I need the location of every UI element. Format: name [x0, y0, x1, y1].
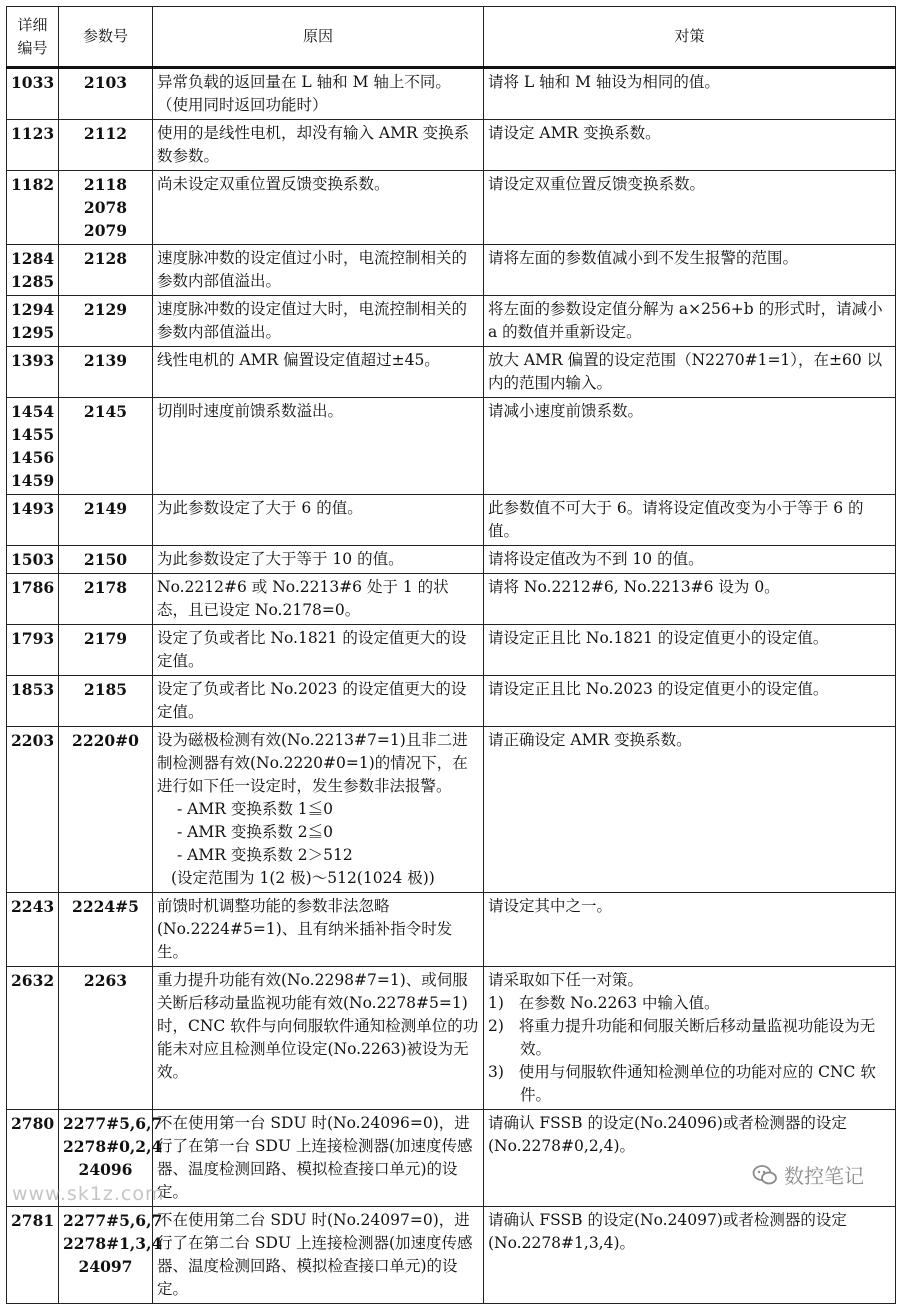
- table-row: [7, 1207, 896, 1304]
- table-row: [7, 245, 896, 296]
- table-row: [7, 574, 896, 625]
- parameter-number: 2128: [59, 245, 153, 296]
- cause-cell: 为此参数设定了大于等于 10 的值。: [153, 546, 484, 574]
- table-row: [7, 347, 896, 398]
- cause-item: - AMR 变换系数 1≦0: [177, 800, 333, 818]
- parameter-number: 2145: [59, 398, 153, 495]
- table-header-row: [7, 7, 896, 68]
- detail-number: 1853: [7, 676, 59, 727]
- measure-cell: 此参数值不可大于 6。请将设定值改变为小于等于 6 的值。: [484, 495, 896, 546]
- measure-cell: 请设定正且比 No.1821 的设定值更小的设定值。: [484, 625, 896, 676]
- table-row: [7, 546, 896, 574]
- cause-cell: 重力提升功能有效(No.2298#7=1)、或伺服关断后移动量监视功能有效(No.2278#5=1)时，CNC 软件与向伺服软件通知检测单位的功能未对应且检测单位设定(No.2263)被设为无效。: [153, 967, 484, 1110]
- cause-cell: 不在使用第二台 SDU 时(No.24097=0)，进行了在第二台 SDU 上连接检测器(加速度传感器、温度检测回路、模拟检查接口单元)的设定。: [153, 1207, 484, 1304]
- parameter-number: 2129: [59, 296, 153, 347]
- brand-watermark: [752, 1160, 864, 1189]
- cause-cell: 设定了负或者比 No.2023 的设定值更大的设定值。: [153, 676, 484, 727]
- table-row: [7, 625, 896, 676]
- cause-cell: [153, 727, 484, 893]
- cause-note: (设定范围为 1(2 极)～512(1024 极)): [171, 869, 435, 887]
- brand-watermark-text: 数控笔记: [784, 1164, 864, 1188]
- detail-number: 1393: [7, 347, 59, 398]
- table-body-complex: [7, 727, 896, 1304]
- cause-cell: 速度脉冲数的设定值过小时，电流控制相关的参数内部值溢出。: [153, 245, 484, 296]
- cause-cell: 设定了负或者比 No.1821 的设定值更大的设定值。: [153, 625, 484, 676]
- detail-number: 2632: [7, 967, 59, 1110]
- parameter-number: 2149: [59, 495, 153, 546]
- detail-number: 2203: [7, 727, 59, 893]
- measure-cell: 请设定其中之一。: [484, 893, 896, 967]
- table-row: [7, 893, 896, 967]
- header-parameter-number: 参数号: [59, 7, 153, 68]
- parameter-number: 2224#5: [59, 893, 153, 967]
- cause-cell: 前馈时机调整功能的参数非法忽略(No.2224#5=1)、且有纳米插补指令时发生。: [153, 893, 484, 967]
- detail-number: 1793: [7, 625, 59, 676]
- parameter-number: 2263: [59, 967, 153, 1110]
- measure-cell: 请正确设定 AMR 变换系数。: [484, 727, 896, 893]
- measure-intro: 请采取如下任一对策。: [488, 971, 644, 989]
- table-row: [7, 676, 896, 727]
- header-countermeasure: 对策: [484, 7, 896, 68]
- cause-cell: No.2212#6 或 No.2213#6 处于 1 的状态，且已设定 No.2178=0。: [153, 574, 484, 625]
- measure-cell: 将左面的参数设定值分解为 a×256+b 的形式时，请减小 a 的数值并重新设定。: [484, 296, 896, 347]
- cause-cell: 为此参数设定了大于 6 的值。: [153, 495, 484, 546]
- detail-number: 1182: [7, 171, 59, 245]
- measure-cell: 请设定双重位置反馈变换系数。: [484, 171, 896, 245]
- measure-cell: 请将设定值改为不到 10 的值。: [484, 546, 896, 574]
- measure-item: 1) 在参数 No.2263 中输入值。: [488, 994, 720, 1012]
- detail-number: 1786: [7, 574, 59, 625]
- cause-cell: 尚未设定双重位置反馈变换系数。: [153, 171, 484, 245]
- measure-cell: 请设定 AMR 变换系数。: [484, 120, 896, 171]
- cause-cell: 线性电机的 AMR 偏置设定值超过±45。: [153, 347, 484, 398]
- measure-item: 2) 将重力提升功能和伺服关断后移动量监视功能设为无效。: [488, 1017, 876, 1058]
- parameter-number: 2112: [59, 120, 153, 171]
- measure-cell: 放大 AMR 偏置的设定范围（N2270#1=1），在±60 以内的范围内输入。: [484, 347, 896, 398]
- measure-cell: 请减小速度前馈系数。: [484, 398, 896, 495]
- chat-bubbles-icon: [752, 1164, 778, 1186]
- parameter-number: 2178: [59, 574, 153, 625]
- parameter-number: 2185: [59, 676, 153, 727]
- alarm-table: [6, 6, 896, 1304]
- table-row: [7, 120, 896, 171]
- parameter-number: 2150: [59, 546, 153, 574]
- parameter-number: 2118 2078 2079: [59, 171, 153, 245]
- detail-number: 2781: [7, 1207, 59, 1304]
- table-row: [7, 727, 896, 893]
- cause-text: 设为磁极检测有效(No.2213#7=1)且非二进制检测器有效(No.2220#0=1)的情况下，在进行如下任一设定时，发生参数非法报警。: [157, 731, 468, 795]
- detail-number: 1284 1285: [7, 245, 59, 296]
- measure-cell: [484, 967, 896, 1110]
- detail-number: 2780: [7, 1110, 59, 1207]
- measure-item: 3) 使用与伺服软件通知检测单位的功能对应的 CNC 软件。: [488, 1063, 876, 1104]
- measure-cell: 请确认 FSSB 的设定(No.24097)或者检测器的设定(No.2278#1,3,4)。: [484, 1207, 896, 1304]
- cause-cell: 切削时速度前馈系数溢出。: [153, 398, 484, 495]
- detail-number: 1493: [7, 495, 59, 546]
- parameter-number: 2220#0: [59, 727, 153, 893]
- parameter-number: 2277#5,6,7 2278#0,2,4 24096: [59, 1110, 153, 1207]
- measure-cell: 请将左面的参数值减小到不发生报警的范围。: [484, 245, 896, 296]
- detail-number: 2243: [7, 893, 59, 967]
- table-body: [7, 68, 896, 727]
- table-row: [7, 495, 896, 546]
- cause-cell: 速度脉冲数的设定值过大时，电流控制相关的参数内部值溢出。: [153, 296, 484, 347]
- cause-cell: 异常负载的返回量在 L 轴和 M 轴上不同。 （使用同时返回功能时）: [153, 68, 484, 120]
- table-row: [7, 296, 896, 347]
- cause-item: - AMR 变换系数 2＞512: [177, 846, 353, 864]
- detail-number: 1454 1455 1456 1459: [7, 398, 59, 495]
- parameter-number: 2277#5,6,7 2278#1,3,4 24097: [59, 1207, 153, 1304]
- table-row: [7, 967, 896, 1110]
- detail-number: 1503: [7, 546, 59, 574]
- header-detail-number: 详细 编号: [7, 7, 59, 68]
- cause-cell: 使用的是线性电机，却没有输入 AMR 变换系数参数。: [153, 120, 484, 171]
- cause-item: - AMR 变换系数 2≦0: [177, 823, 333, 841]
- measure-cell: 请将 No.2212#6, No.2213#6 设为 0。: [484, 574, 896, 625]
- site-watermark: www.sk1z.com: [12, 1183, 165, 1205]
- table-row: [7, 171, 896, 245]
- parameter-number: 2139: [59, 347, 153, 398]
- header-cause: 原因: [153, 7, 484, 68]
- detail-number: 1123: [7, 120, 59, 171]
- detail-number: 1033: [7, 68, 59, 120]
- table-row: [7, 398, 896, 495]
- parameter-number: 2179: [59, 625, 153, 676]
- table-row: [7, 68, 896, 120]
- measure-cell: 请设定正且比 No.2023 的设定值更小的设定值。: [484, 676, 896, 727]
- measure-cell: 请将 L 轴和 M 轴设为相同的值。: [484, 68, 896, 120]
- detail-number: 1294 1295: [7, 296, 59, 347]
- parameter-number: 2103: [59, 68, 153, 120]
- measure-cell: 请确认 FSSB 的设定(No.24096)或者检测器的设定(No.2278#0,2,4)。: [484, 1110, 896, 1207]
- cause-cell: 不在使用第一台 SDU 时(No.24096=0)，进行了在第一台 SDU 上连接检测器(加速度传感器、温度检测回路、模拟检查接口单元)的设定。: [153, 1110, 484, 1207]
